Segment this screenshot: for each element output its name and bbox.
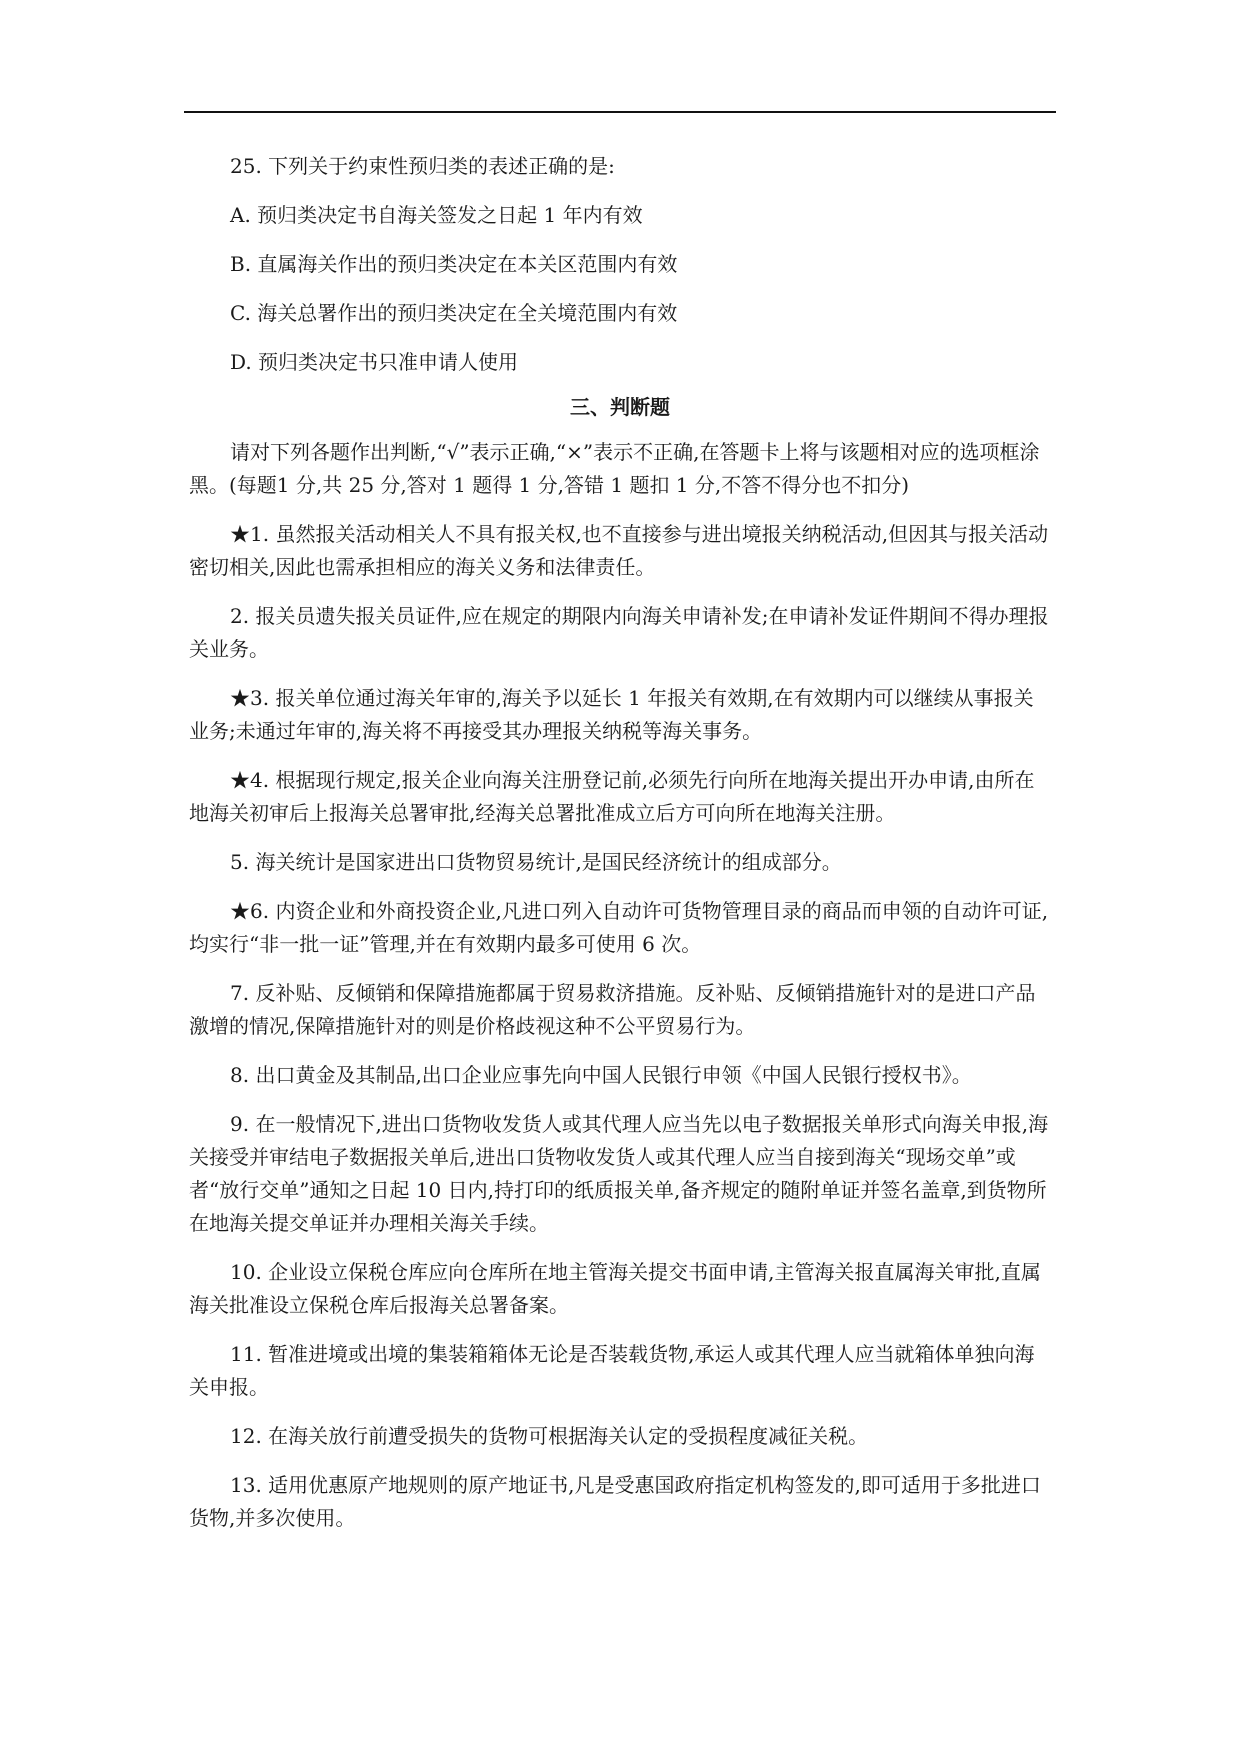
judgment-item-3: ★3. 报关单位通过海关年审的,海关予以延长 1 年报关有效期,在有效期内可以继续从事报关业务;未通过年审的,海关将不再接受其办理报关纳税等海关事务。: [189, 686, 1034, 743]
judgment-item-10: 10. 企业设立保税仓库应向仓库所在地主管海关提交书面申请,主管海关报直属海关审批,直属海关批准设立保税仓库后报海关总署备案。: [189, 1260, 1041, 1317]
judgment-item-5: 5. 海关统计是国家进出口货物贸易统计,是国民经济统计的组成部分。: [230, 850, 842, 874]
judgment-item-1: ★1. 虽然报关活动相关人不具有报关权,也不直接参与进出境报关纳税活动,但因其与报关活动密切相关,因此也需承担相应的海关义务和法律责任。: [189, 522, 1049, 579]
judgment-item-11: 11. 暂准进境或出境的集装箱箱体无论是否装载货物,承运人或其代理人应当就箱体单独向海关申报。: [189, 1342, 1035, 1399]
question-25-option-a: A. 预归类决定书自海关签发之日起 1 年内有效: [230, 203, 643, 227]
question-25-option-d: D. 预归类决定书只准申请人使用: [230, 350, 519, 374]
header-rule: [184, 111, 1056, 113]
question-25-stem: 25. 下列关于约束性预归类的表述正确的是:: [230, 154, 615, 178]
judgment-item-6: ★6. 内资企业和外商投资企业,凡进口列入自动许可货物管理目录的商品而申领的自动许可证,均实行“非一批一证”管理,并在有效期内最多可使用 6 次。: [189, 899, 1049, 956]
judgment-item-4: ★4. 根据现行规定,报关企业向海关注册登记前,必须先行向所在地海关提出开办申请,由所在地海关初审后上报海关总署审批,经海关总署批准成立后方可向所在地海关注册。: [189, 768, 1035, 825]
judgment-item-8: 8. 出口黄金及其制品,出口企业应事先向中国人民银行申领《中国人民银行授权书》。: [230, 1063, 972, 1087]
judgment-item-9: 9. 在一般情况下,进出口货物收发货人或其代理人应当先以电子数据报关单形式向海关申报,海关接受并审结电子数据报关单后,进出口货物收发货人或其代理人应当自接到海关“现场交单”或者“放行交单”通知之日起 10 日内,持打印的纸质报关单,备齐规定的随附单证并签名盖章,到货物所在地海关提交单证并办理相关海关手续。: [189, 1112, 1049, 1235]
section-instructions: 请对下列各题作出判断,“√”表示正确,“×”表示不正确,在答题卡上将与该题相对应的选项框涂黑。(每题1 分,共 25 分,答对 1 题得 1 分,答错 1 题扣 1 分,不答不得分也不扣分): [189, 440, 1040, 497]
section-title: 三、判断题: [570, 395, 670, 419]
judgment-item-12: 12. 在海关放行前遭受损失的货物可根据海关认定的受损程度减征关税。: [230, 1424, 869, 1448]
judgment-item-7: 7. 反补贴、反倾销和保障措施都属于贸易救济措施。反补贴、反倾销措施针对的是进口产品激增的情况,保障措施针对的则是价格歧视这种不公平贸易行为。: [189, 981, 1036, 1038]
question-25-option-c: C. 海关总署作出的预归类决定在全关境范围内有效: [230, 301, 678, 325]
page-content: [189, 150, 1051, 1551]
judgment-item-2: 2. 报关员遗失报关员证件,应在规定的期限内向海关申请补发;在申请补发证件期间不得办理报关业务。: [189, 604, 1049, 661]
question-25-option-b: B. 直属海关作出的预归类决定在本关区范围内有效: [230, 252, 678, 276]
judgment-item-13: 13. 适用优惠原产地规则的原产地证书,凡是受惠国政府指定机构签发的,即可适用于多批进口货物,并多次使用。: [189, 1473, 1041, 1530]
